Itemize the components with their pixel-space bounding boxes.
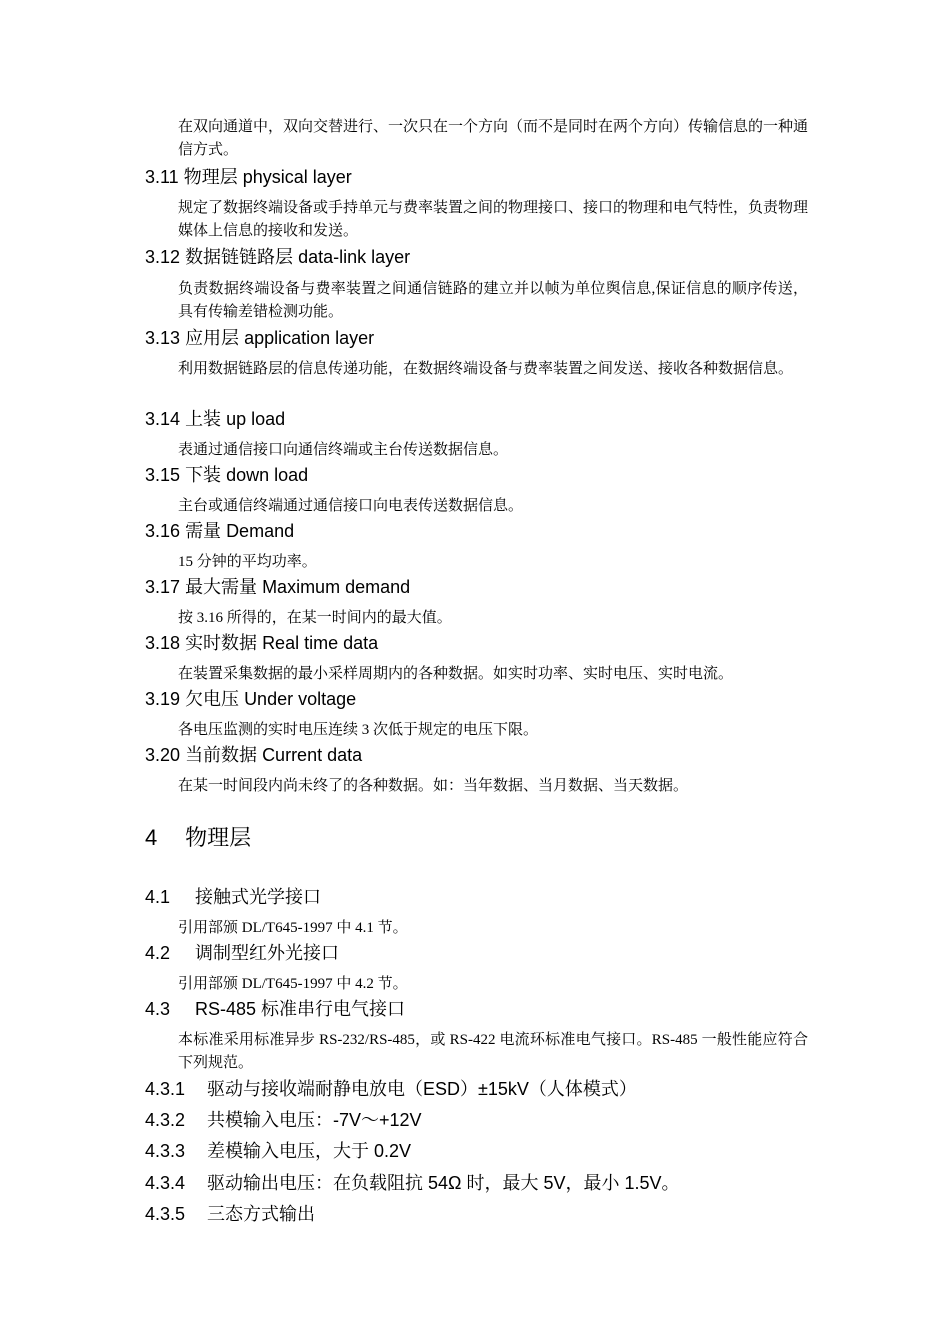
term-heading-3-19 [145, 688, 356, 710]
term-number: 3.15 [145, 465, 181, 485]
term-heading-3-20 [145, 744, 362, 766]
term-description: 按 3.16 所得的，在某一时间内的最大值。 [178, 610, 452, 626]
term-title: 数据链链路层 data-link layer [185, 247, 411, 267]
term-description: 在某一时间段内尚未终了的各种数据。如：当年数据、当月数据、当天数据。 [178, 778, 689, 794]
term-heading-3-11 [145, 166, 352, 188]
term-heading-3-14 [145, 408, 285, 430]
chapter-number: 4 [145, 825, 158, 850]
subsection-number: 4.3.3 [145, 1141, 186, 1161]
term-heading-3-12 [145, 246, 410, 268]
term-description: 15 分钟的平均功率。 [178, 554, 317, 570]
subsection-title: 差模输入电压，大于 0.2V [207, 1141, 412, 1161]
subsection-heading-4-3-5 [145, 1203, 315, 1225]
term-heading-3-17 [145, 576, 410, 598]
section-heading-4-2 [145, 942, 339, 964]
term-number: 3.20 [145, 745, 181, 765]
term-number: 3.12 [145, 247, 181, 267]
subsection-title: 共模输入电压：-7V～+12V [207, 1110, 422, 1130]
term-description: 规定了数据终端设备或手持单元与费率装置之间的物理接口、接口的物理和电气特性，负责物理媒体上信息的接收和发送。 [178, 200, 809, 239]
intro-paragraph: 在双向通道中，双向交替进行、一次只在一个方向（而不是同时在两个方向）传输信息的一种通信方式。 [178, 119, 809, 158]
section-description: 引用部颁 DL/T645-1997 中 4.2 节。 [178, 976, 408, 992]
term-number: 3.16 [145, 521, 181, 541]
section-title: 接触式光学接口 [195, 887, 322, 907]
term-title: 欠电压 Under voltage [185, 689, 357, 709]
subsection-number: 4.3.1 [145, 1079, 186, 1099]
term-title: 上装 up load [185, 409, 286, 429]
section-description: 引用部颁 DL/T645-1997 中 4.1 节。 [178, 920, 408, 936]
section-number: 4.2 [145, 943, 171, 963]
subsection-number: 4.3.2 [145, 1110, 186, 1130]
subsection-number: 4.3.4 [145, 1173, 186, 1193]
subsection-heading-4-3-4 [145, 1172, 680, 1194]
term-number: 3.19 [145, 689, 181, 709]
term-number: 3.13 [145, 328, 181, 348]
subsection-number: 4.3.5 [145, 1204, 186, 1224]
chapter-title: 物理层 [185, 825, 252, 850]
section-heading-4-3 [145, 998, 405, 1020]
term-heading-3-16 [145, 520, 294, 542]
term-title: 下装 down load [185, 465, 309, 485]
term-description: 在装置采集数据的最小采样周期内的各种数据。如实时功率、实时电压、实时电流。 [178, 666, 734, 682]
term-title: 应用层 application layer [185, 328, 375, 348]
section-number: 4.1 [145, 887, 171, 907]
term-title: 实时数据 Real time data [185, 633, 379, 653]
term-number: 3.11 [145, 167, 179, 187]
section-title: RS-485 标准串行电气接口 [195, 999, 406, 1019]
term-description: 负责数据终端设备与费率装置之间通信链路的建立并以帧为单位舆信息,保证信息的顺序传送，具有传输差错检测功能。 [178, 281, 808, 320]
subsection-title: 三态方式输出 [207, 1204, 316, 1224]
section-title: 调制型红外光接口 [195, 943, 340, 963]
term-description: 各电压监测的实时电压连续 3 次低于规定的电压下限。 [178, 722, 539, 738]
subsection-title: 驱动与接收端耐静电放电（ESD）±15kV（人体模式） [207, 1079, 637, 1099]
term-description: 主台或通信终端通过通信接口向电表传送数据信息。 [178, 498, 524, 514]
term-number: 3.14 [145, 409, 181, 429]
subsection-heading-4-3-2 [145, 1109, 422, 1131]
section-heading-4-1 [145, 886, 321, 908]
section-number: 4.3 [145, 999, 171, 1019]
term-title: 最大需量 Maximum demand [185, 577, 411, 597]
subsection-heading-4-3-1 [145, 1078, 637, 1100]
term-description: 表通过通信接口向通信终端或主台传送数据信息。 [178, 442, 509, 458]
term-number: 3.17 [145, 577, 181, 597]
term-heading-3-15 [145, 464, 308, 486]
term-description: 利用数据链路层的信息传递功能，在数据终端设备与费率装置之间发送、接收各种数据信息。 [178, 361, 794, 377]
subsection-heading-4-3-3 [145, 1140, 411, 1162]
term-heading-3-13 [145, 327, 374, 349]
subsection-title: 驱动输出电压：在负载阻抗 54Ω 时，最大 5V，最小 1.5V。 [207, 1173, 680, 1193]
term-title: 需量 Demand [185, 521, 295, 541]
term-title: 当前数据 Current data [185, 745, 363, 765]
chapter-heading [145, 825, 251, 851]
term-heading-3-18 [145, 632, 378, 654]
section-description: 本标准采用标准异步 RS-232/RS-485，或 RS-422 电流环标准电气接口。RS-485 一般性能应符合下列规范。 [178, 1032, 808, 1071]
term-number: 3.18 [145, 633, 181, 653]
term-title: 物理层 physical layer [183, 167, 352, 187]
